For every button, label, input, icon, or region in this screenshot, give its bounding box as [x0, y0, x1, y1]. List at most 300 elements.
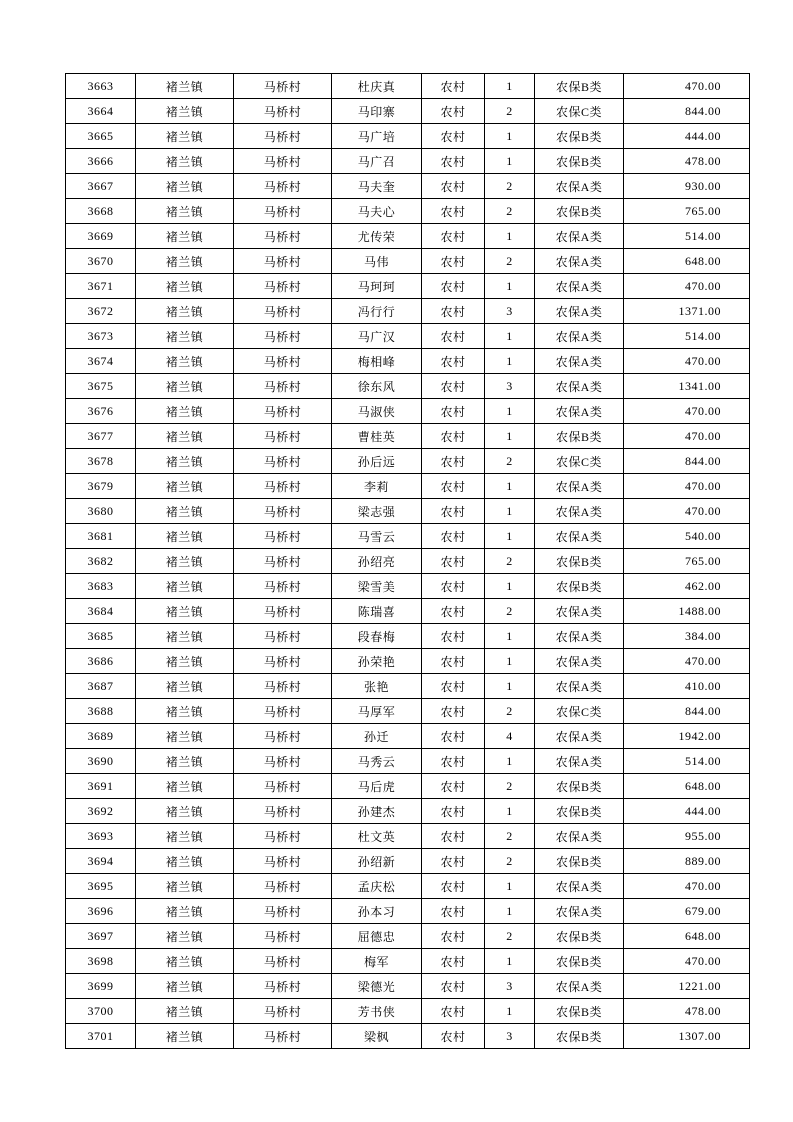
cell-town: 褚兰镇 — [136, 774, 234, 799]
cell-type: 农村 — [422, 649, 485, 674]
cell-amount: 462.00 — [624, 574, 750, 599]
cell-name: 曹桂英 — [332, 424, 422, 449]
cell-village: 马桥村 — [234, 124, 332, 149]
cell-category: 农保A类 — [535, 974, 624, 999]
cell-name: 马广召 — [332, 149, 422, 174]
table-row — [66, 174, 750, 199]
table-row — [66, 274, 750, 299]
cell-village: 马桥村 — [234, 174, 332, 199]
cell-count: 2 — [485, 449, 535, 474]
cell-type: 农村 — [422, 1024, 485, 1049]
table-row — [66, 474, 750, 499]
table-row — [66, 99, 750, 124]
cell-name: 梅相峰 — [332, 349, 422, 374]
table-row — [66, 199, 750, 224]
cell-id: 3693 — [66, 824, 136, 849]
cell-village: 马桥村 — [234, 474, 332, 499]
cell-town: 褚兰镇 — [136, 524, 234, 549]
cell-category: 农保B类 — [535, 574, 624, 599]
cell-count: 1 — [485, 424, 535, 449]
cell-id: 3671 — [66, 274, 136, 299]
cell-id: 3688 — [66, 699, 136, 724]
cell-town: 褚兰镇 — [136, 249, 234, 274]
cell-id: 3687 — [66, 674, 136, 699]
cell-category: 农保A类 — [535, 474, 624, 499]
cell-id: 3674 — [66, 349, 136, 374]
cell-amount: 470.00 — [624, 349, 750, 374]
table-row — [66, 874, 750, 899]
cell-town: 褚兰镇 — [136, 274, 234, 299]
cell-town: 褚兰镇 — [136, 224, 234, 249]
cell-type: 农村 — [422, 674, 485, 699]
cell-amount: 1488.00 — [624, 599, 750, 624]
cell-village: 马桥村 — [234, 524, 332, 549]
cell-category: 农保B类 — [535, 199, 624, 224]
cell-amount: 679.00 — [624, 899, 750, 924]
cell-type: 农村 — [422, 699, 485, 724]
cell-count: 2 — [485, 824, 535, 849]
cell-id: 3666 — [66, 149, 136, 174]
cell-id: 3670 — [66, 249, 136, 274]
cell-category: 农保B类 — [535, 949, 624, 974]
cell-count: 2 — [485, 849, 535, 874]
cell-name: 孙后远 — [332, 449, 422, 474]
cell-count: 3 — [485, 299, 535, 324]
table-body — [66, 74, 750, 1049]
cell-name: 马秀云 — [332, 749, 422, 774]
cell-category: 农保A类 — [535, 624, 624, 649]
table-row — [66, 1024, 750, 1049]
cell-name: 尤传荣 — [332, 224, 422, 249]
cell-category: 农保B类 — [535, 74, 624, 99]
cell-village: 马桥村 — [234, 249, 332, 274]
cell-count: 1 — [485, 624, 535, 649]
cell-type: 农村 — [422, 274, 485, 299]
cell-amount: 514.00 — [624, 224, 750, 249]
cell-town: 褚兰镇 — [136, 724, 234, 749]
cell-id: 3669 — [66, 224, 136, 249]
cell-type: 农村 — [422, 624, 485, 649]
cell-village: 马桥村 — [234, 949, 332, 974]
cell-category: 农保B类 — [535, 924, 624, 949]
table-row — [66, 574, 750, 599]
cell-count: 4 — [485, 724, 535, 749]
cell-category: 农保A类 — [535, 324, 624, 349]
table-row — [66, 524, 750, 549]
benefits-roster-table — [65, 73, 750, 1049]
cell-village: 马桥村 — [234, 399, 332, 424]
cell-id: 3685 — [66, 624, 136, 649]
cell-id: 3692 — [66, 799, 136, 824]
table-row — [66, 824, 750, 849]
table-row — [66, 699, 750, 724]
cell-id: 3701 — [66, 1024, 136, 1049]
table-row — [66, 849, 750, 874]
cell-count: 1 — [485, 749, 535, 774]
cell-type: 农村 — [422, 949, 485, 974]
cell-name: 马印寨 — [332, 99, 422, 124]
cell-name: 梁枫 — [332, 1024, 422, 1049]
cell-town: 褚兰镇 — [136, 449, 234, 474]
cell-category: 农保A类 — [535, 674, 624, 699]
table-row — [66, 349, 750, 374]
cell-category: 农保B类 — [535, 149, 624, 174]
cell-amount: 648.00 — [624, 774, 750, 799]
cell-type: 农村 — [422, 724, 485, 749]
cell-town: 褚兰镇 — [136, 624, 234, 649]
cell-id: 3700 — [66, 999, 136, 1024]
cell-count: 3 — [485, 374, 535, 399]
cell-amount: 470.00 — [624, 649, 750, 674]
cell-category: 农保B类 — [535, 1024, 624, 1049]
cell-name: 梁志强 — [332, 499, 422, 524]
cell-amount: 765.00 — [624, 549, 750, 574]
table-row — [66, 674, 750, 699]
cell-type: 农村 — [422, 299, 485, 324]
cell-amount: 514.00 — [624, 324, 750, 349]
cell-amount: 1341.00 — [624, 374, 750, 399]
table-row — [66, 624, 750, 649]
cell-id: 3696 — [66, 899, 136, 924]
table-row — [66, 424, 750, 449]
cell-amount: 470.00 — [624, 499, 750, 524]
cell-type: 农村 — [422, 899, 485, 924]
cell-category: 农保B类 — [535, 799, 624, 824]
cell-town: 褚兰镇 — [136, 74, 234, 99]
cell-count: 1 — [485, 949, 535, 974]
cell-count: 1 — [485, 524, 535, 549]
table-row — [66, 899, 750, 924]
cell-count: 1 — [485, 874, 535, 899]
cell-type: 农村 — [422, 449, 485, 474]
cell-name: 孙建杰 — [332, 799, 422, 824]
table-row — [66, 449, 750, 474]
cell-category: 农保A类 — [535, 874, 624, 899]
cell-name: 马厚军 — [332, 699, 422, 724]
cell-name: 孟庆松 — [332, 874, 422, 899]
cell-village: 马桥村 — [234, 499, 332, 524]
cell-amount: 1221.00 — [624, 974, 750, 999]
cell-type: 农村 — [422, 774, 485, 799]
cell-village: 马桥村 — [234, 624, 332, 649]
cell-name: 梁德光 — [332, 974, 422, 999]
cell-name: 李莉 — [332, 474, 422, 499]
cell-town: 褚兰镇 — [136, 349, 234, 374]
cell-town: 褚兰镇 — [136, 699, 234, 724]
cell-name: 马珂珂 — [332, 274, 422, 299]
cell-town: 褚兰镇 — [136, 499, 234, 524]
cell-id: 3678 — [66, 449, 136, 474]
cell-count: 2 — [485, 549, 535, 574]
table-row — [66, 774, 750, 799]
cell-category: 农保A类 — [535, 374, 624, 399]
cell-category: 农保A类 — [535, 524, 624, 549]
cell-village: 马桥村 — [234, 824, 332, 849]
cell-village: 马桥村 — [234, 999, 332, 1024]
cell-type: 农村 — [422, 524, 485, 549]
cell-amount: 844.00 — [624, 449, 750, 474]
cell-town: 褚兰镇 — [136, 549, 234, 574]
cell-id: 3680 — [66, 499, 136, 524]
cell-village: 马桥村 — [234, 849, 332, 874]
cell-category: 农保A类 — [535, 249, 624, 274]
cell-type: 农村 — [422, 599, 485, 624]
cell-id: 3694 — [66, 849, 136, 874]
cell-amount: 648.00 — [624, 924, 750, 949]
cell-village: 马桥村 — [234, 149, 332, 174]
cell-id: 3689 — [66, 724, 136, 749]
cell-town: 褚兰镇 — [136, 949, 234, 974]
cell-count: 1 — [485, 574, 535, 599]
table-row — [66, 249, 750, 274]
cell-town: 褚兰镇 — [136, 99, 234, 124]
cell-category: 农保A类 — [535, 599, 624, 624]
cell-count: 1 — [485, 499, 535, 524]
cell-type: 农村 — [422, 174, 485, 199]
cell-village: 马桥村 — [234, 899, 332, 924]
cell-amount: 514.00 — [624, 749, 750, 774]
cell-type: 农村 — [422, 574, 485, 599]
cell-town: 褚兰镇 — [136, 599, 234, 624]
cell-id: 3697 — [66, 924, 136, 949]
cell-category: 农保A类 — [535, 649, 624, 674]
cell-name: 马夫奎 — [332, 174, 422, 199]
cell-id: 3699 — [66, 974, 136, 999]
cell-village: 马桥村 — [234, 349, 332, 374]
cell-amount: 540.00 — [624, 524, 750, 549]
cell-village: 马桥村 — [234, 649, 332, 674]
table-row — [66, 924, 750, 949]
cell-id: 3676 — [66, 399, 136, 424]
cell-type: 农村 — [422, 824, 485, 849]
cell-name: 屈德忠 — [332, 924, 422, 949]
cell-count: 1 — [485, 474, 535, 499]
cell-village: 马桥村 — [234, 99, 332, 124]
cell-count: 2 — [485, 249, 535, 274]
cell-category: 农保A类 — [535, 174, 624, 199]
cell-count: 2 — [485, 174, 535, 199]
cell-type: 农村 — [422, 549, 485, 574]
cell-village: 马桥村 — [234, 774, 332, 799]
cell-town: 褚兰镇 — [136, 749, 234, 774]
cell-category: 农保A类 — [535, 899, 624, 924]
cell-category: 农保A类 — [535, 299, 624, 324]
cell-town: 褚兰镇 — [136, 1024, 234, 1049]
cell-name: 冯行行 — [332, 299, 422, 324]
cell-amount: 470.00 — [624, 74, 750, 99]
cell-amount: 470.00 — [624, 274, 750, 299]
table-row — [66, 749, 750, 774]
table-row — [66, 649, 750, 674]
cell-amount: 444.00 — [624, 124, 750, 149]
cell-village: 马桥村 — [234, 74, 332, 99]
cell-village: 马桥村 — [234, 299, 332, 324]
cell-count: 1 — [485, 324, 535, 349]
cell-id: 3664 — [66, 99, 136, 124]
cell-id: 3665 — [66, 124, 136, 149]
cell-id: 3673 — [66, 324, 136, 349]
cell-type: 农村 — [422, 749, 485, 774]
cell-name: 孙本习 — [332, 899, 422, 924]
cell-count: 1 — [485, 649, 535, 674]
cell-id: 3684 — [66, 599, 136, 624]
cell-name: 孙绍亮 — [332, 549, 422, 574]
cell-village: 马桥村 — [234, 424, 332, 449]
cell-count: 1 — [485, 274, 535, 299]
cell-type: 农村 — [422, 149, 485, 174]
cell-id: 3679 — [66, 474, 136, 499]
cell-name: 徐东风 — [332, 374, 422, 399]
table-row — [66, 74, 750, 99]
cell-category: 农保A类 — [535, 349, 624, 374]
cell-category: 农保A类 — [535, 224, 624, 249]
cell-town: 褚兰镇 — [136, 149, 234, 174]
cell-town: 褚兰镇 — [136, 374, 234, 399]
cell-category: 农保B类 — [535, 124, 624, 149]
cell-town: 褚兰镇 — [136, 874, 234, 899]
cell-town: 褚兰镇 — [136, 199, 234, 224]
cell-count: 1 — [485, 224, 535, 249]
cell-name: 孙绍新 — [332, 849, 422, 874]
cell-amount: 1942.00 — [624, 724, 750, 749]
cell-count: 1 — [485, 674, 535, 699]
cell-town: 褚兰镇 — [136, 849, 234, 874]
cell-count: 2 — [485, 699, 535, 724]
cell-count: 1 — [485, 899, 535, 924]
cell-type: 农村 — [422, 374, 485, 399]
cell-village: 马桥村 — [234, 799, 332, 824]
cell-id: 3682 — [66, 549, 136, 574]
cell-village: 马桥村 — [234, 1024, 332, 1049]
cell-town: 褚兰镇 — [136, 824, 234, 849]
cell-name: 段春梅 — [332, 624, 422, 649]
cell-count: 1 — [485, 124, 535, 149]
cell-village: 马桥村 — [234, 974, 332, 999]
cell-type: 农村 — [422, 974, 485, 999]
table-row — [66, 974, 750, 999]
cell-town: 褚兰镇 — [136, 649, 234, 674]
cell-village: 马桥村 — [234, 674, 332, 699]
cell-category: 农保A类 — [535, 724, 624, 749]
cell-village: 马桥村 — [234, 449, 332, 474]
cell-category: 农保C类 — [535, 99, 624, 124]
cell-village: 马桥村 — [234, 924, 332, 949]
cell-id: 3667 — [66, 174, 136, 199]
cell-id: 3695 — [66, 874, 136, 899]
cell-name: 马雪云 — [332, 524, 422, 549]
cell-amount: 470.00 — [624, 399, 750, 424]
table-row — [66, 724, 750, 749]
cell-amount: 1307.00 — [624, 1024, 750, 1049]
cell-amount: 470.00 — [624, 474, 750, 499]
cell-category: 农保A类 — [535, 499, 624, 524]
cell-name: 马伟 — [332, 249, 422, 274]
cell-type: 农村 — [422, 74, 485, 99]
cell-town: 褚兰镇 — [136, 799, 234, 824]
cell-count: 3 — [485, 974, 535, 999]
cell-town: 褚兰镇 — [136, 399, 234, 424]
cell-amount: 470.00 — [624, 874, 750, 899]
cell-town: 褚兰镇 — [136, 899, 234, 924]
cell-village: 马桥村 — [234, 274, 332, 299]
cell-count: 3 — [485, 1024, 535, 1049]
cell-type: 农村 — [422, 999, 485, 1024]
cell-village: 马桥村 — [234, 749, 332, 774]
cell-category: 农保C类 — [535, 699, 624, 724]
table-row — [66, 374, 750, 399]
cell-amount: 889.00 — [624, 849, 750, 874]
cell-village: 马桥村 — [234, 324, 332, 349]
cell-town: 褚兰镇 — [136, 174, 234, 199]
cell-id: 3663 — [66, 74, 136, 99]
cell-name: 杜庆真 — [332, 74, 422, 99]
cell-id: 3683 — [66, 574, 136, 599]
cell-category: 农保B类 — [535, 999, 624, 1024]
cell-category: 农保A类 — [535, 749, 624, 774]
cell-name: 马夫心 — [332, 199, 422, 224]
cell-type: 农村 — [422, 874, 485, 899]
cell-count: 2 — [485, 774, 535, 799]
cell-amount: 648.00 — [624, 249, 750, 274]
cell-id: 3675 — [66, 374, 136, 399]
cell-id: 3686 — [66, 649, 136, 674]
cell-category: 农保B类 — [535, 849, 624, 874]
cell-village: 马桥村 — [234, 699, 332, 724]
cell-count: 1 — [485, 399, 535, 424]
cell-type: 农村 — [422, 499, 485, 524]
cell-type: 农村 — [422, 324, 485, 349]
table-row — [66, 149, 750, 174]
cell-type: 农村 — [422, 799, 485, 824]
cell-id: 3668 — [66, 199, 136, 224]
cell-type: 农村 — [422, 424, 485, 449]
cell-amount: 410.00 — [624, 674, 750, 699]
cell-name: 马广汉 — [332, 324, 422, 349]
table-row — [66, 949, 750, 974]
cell-amount: 844.00 — [624, 99, 750, 124]
cell-amount: 930.00 — [624, 174, 750, 199]
cell-id: 3681 — [66, 524, 136, 549]
cell-category: 农保A类 — [535, 824, 624, 849]
cell-name: 孙迁 — [332, 724, 422, 749]
cell-category: 农保C类 — [535, 449, 624, 474]
cell-id: 3698 — [66, 949, 136, 974]
cell-amount: 478.00 — [624, 999, 750, 1024]
cell-count: 2 — [485, 599, 535, 624]
cell-name: 张艳 — [332, 674, 422, 699]
cell-village: 马桥村 — [234, 199, 332, 224]
cell-town: 褚兰镇 — [136, 124, 234, 149]
cell-name: 马后虎 — [332, 774, 422, 799]
cell-type: 农村 — [422, 249, 485, 274]
cell-count: 1 — [485, 149, 535, 174]
table-row — [66, 799, 750, 824]
cell-count: 2 — [485, 99, 535, 124]
cell-village: 马桥村 — [234, 599, 332, 624]
table-row — [66, 299, 750, 324]
cell-count: 1 — [485, 349, 535, 374]
cell-count: 1 — [485, 799, 535, 824]
cell-village: 马桥村 — [234, 724, 332, 749]
cell-amount: 844.00 — [624, 699, 750, 724]
cell-category: 农保B类 — [535, 549, 624, 574]
cell-village: 马桥村 — [234, 549, 332, 574]
table-row — [66, 599, 750, 624]
cell-type: 农村 — [422, 349, 485, 374]
cell-count: 1 — [485, 74, 535, 99]
table-row — [66, 124, 750, 149]
cell-id: 3691 — [66, 774, 136, 799]
